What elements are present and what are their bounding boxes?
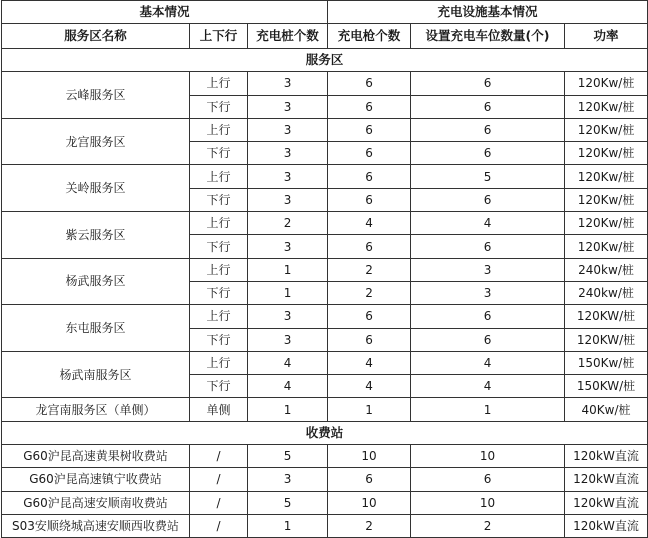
group-header-basic: 基本情况	[2, 1, 328, 24]
toll-station-name: G60沪昆高速镇宁收费站	[2, 468, 190, 491]
piles-cell: 3	[248, 328, 328, 351]
table-row	[2, 212, 648, 235]
guns-cell: 4	[328, 351, 411, 374]
toll-station-name: S03安顺绕城高速安顺西收费站	[2, 514, 190, 537]
guns-cell: 6	[328, 142, 411, 165]
spaces-cell: 10	[411, 445, 565, 468]
guns-cell: 10	[328, 445, 411, 468]
piles-cell: 3	[248, 188, 328, 211]
column-header-direction: 上下行	[190, 24, 248, 49]
direction-cell: 上行	[190, 305, 248, 328]
power-cell: 120kW直流	[565, 514, 648, 537]
power-cell: 120Kw/桩	[565, 118, 648, 141]
power-cell: 120Kw/桩	[565, 142, 648, 165]
direction-cell: 下行	[190, 375, 248, 398]
direction-cell: 上行	[190, 72, 248, 95]
spaces-cell: 5	[411, 165, 565, 188]
direction-cell: 下行	[190, 95, 248, 118]
piles-cell: 5	[248, 491, 328, 514]
guns-cell: 6	[328, 468, 411, 491]
power-cell: 150Kw/桩	[565, 351, 648, 374]
direction-cell: 下行	[190, 328, 248, 351]
column-header-spaces: 设置充电车位数量(个)	[411, 24, 565, 49]
guns-cell: 6	[328, 188, 411, 211]
service-area-name: 杨武服务区	[2, 258, 190, 305]
service-area-name: 杨武南服务区	[2, 351, 190, 398]
spaces-cell: 3	[411, 258, 565, 281]
guns-cell: 6	[328, 165, 411, 188]
piles-cell: 3	[248, 72, 328, 95]
table-row	[2, 305, 648, 328]
service-area-name: 龙宫服务区	[2, 118, 190, 165]
service-area-name: 龙宫南服务区（单侧）	[2, 398, 190, 421]
table-row	[2, 72, 648, 95]
power-cell: 150KW/桩	[565, 375, 648, 398]
direction-cell: 上行	[190, 212, 248, 235]
piles-cell: 1	[248, 258, 328, 281]
table-row	[2, 398, 648, 421]
direction-cell: /	[190, 514, 248, 537]
guns-cell: 6	[328, 72, 411, 95]
column-header-name: 服务区名称	[2, 24, 190, 49]
power-cell: 120Kw/桩	[565, 165, 648, 188]
column-header-guns: 充电枪个数	[328, 24, 411, 49]
guns-cell: 10	[328, 491, 411, 514]
power-cell: 120Kw/桩	[565, 95, 648, 118]
table-row	[2, 445, 648, 468]
guns-cell: 2	[328, 281, 411, 304]
power-cell: 120KW/桩	[565, 328, 648, 351]
guns-cell: 6	[328, 305, 411, 328]
spaces-cell: 6	[411, 235, 565, 258]
power-cell: 120Kw/桩	[565, 72, 648, 95]
section-header-toll-stations: 收费站	[2, 421, 648, 444]
piles-cell: 3	[248, 95, 328, 118]
toll-station-name: G60沪昆高速安顺南收费站	[2, 491, 190, 514]
power-cell: 240kw/桩	[565, 258, 648, 281]
direction-cell: /	[190, 491, 248, 514]
guns-cell: 2	[328, 514, 411, 537]
spaces-cell: 4	[411, 212, 565, 235]
service-area-name: 关岭服务区	[2, 165, 190, 212]
spaces-cell: 6	[411, 72, 565, 95]
piles-cell: 4	[248, 375, 328, 398]
spaces-cell: 3	[411, 281, 565, 304]
table-row	[2, 351, 648, 374]
power-cell: 120kW直流	[565, 445, 648, 468]
service-area-name: 东屯服务区	[2, 305, 190, 352]
section-row	[2, 421, 648, 444]
power-cell: 40Kw/桩	[565, 398, 648, 421]
power-cell: 120kW直流	[565, 468, 648, 491]
spaces-cell: 6	[411, 142, 565, 165]
piles-cell: 3	[248, 165, 328, 188]
spaces-cell: 10	[411, 491, 565, 514]
guns-cell: 4	[328, 375, 411, 398]
direction-cell: 单侧	[190, 398, 248, 421]
table-row	[2, 491, 648, 514]
table-row	[2, 514, 648, 537]
power-cell: 120Kw/桩	[565, 235, 648, 258]
guns-cell: 6	[328, 328, 411, 351]
guns-cell: 6	[328, 118, 411, 141]
spaces-cell: 4	[411, 351, 565, 374]
spaces-cell: 1	[411, 398, 565, 421]
piles-cell: 1	[248, 514, 328, 537]
direction-cell: 下行	[190, 188, 248, 211]
piles-cell: 5	[248, 445, 328, 468]
direction-cell: /	[190, 468, 248, 491]
piles-cell: 1	[248, 398, 328, 421]
table-body	[2, 49, 648, 538]
guns-cell: 1	[328, 398, 411, 421]
guns-cell: 6	[328, 95, 411, 118]
spaces-cell: 4	[411, 375, 565, 398]
toll-station-name: G60沪昆高速黄果树收费站	[2, 445, 190, 468]
column-header-piles: 充电桩个数	[248, 24, 328, 49]
direction-cell: 上行	[190, 118, 248, 141]
spaces-cell: 6	[411, 118, 565, 141]
section-header-service-areas: 服务区	[2, 49, 648, 72]
power-cell: 120Kw/桩	[565, 188, 648, 211]
piles-cell: 2	[248, 212, 328, 235]
guns-cell: 2	[328, 258, 411, 281]
table-row	[2, 258, 648, 281]
power-cell: 240kw/桩	[565, 281, 648, 304]
group-header-charging: 充电设施基本情况	[328, 1, 648, 24]
column-header-power: 功率	[565, 24, 648, 49]
piles-cell: 3	[248, 468, 328, 491]
service-area-name: 云峰服务区	[2, 72, 190, 119]
spaces-cell: 6	[411, 305, 565, 328]
piles-cell: 3	[248, 142, 328, 165]
piles-cell: 1	[248, 281, 328, 304]
direction-cell: 上行	[190, 165, 248, 188]
power-cell: 120KW/桩	[565, 305, 648, 328]
spaces-cell: 6	[411, 328, 565, 351]
direction-cell: 上行	[190, 258, 248, 281]
service-area-name: 紫云服务区	[2, 212, 190, 259]
guns-cell: 4	[328, 212, 411, 235]
piles-cell: 3	[248, 305, 328, 328]
direction-cell: /	[190, 445, 248, 468]
direction-cell: 上行	[190, 351, 248, 374]
power-cell: 120kW直流	[565, 491, 648, 514]
piles-cell: 3	[248, 235, 328, 258]
spaces-cell: 6	[411, 468, 565, 491]
power-cell: 120Kw/桩	[565, 212, 648, 235]
guns-cell: 6	[328, 235, 411, 258]
table-row	[2, 468, 648, 491]
direction-cell: 下行	[190, 281, 248, 304]
spaces-cell: 2	[411, 514, 565, 537]
direction-cell: 下行	[190, 142, 248, 165]
table-row	[2, 118, 648, 141]
spaces-cell: 6	[411, 188, 565, 211]
direction-cell: 下行	[190, 235, 248, 258]
piles-cell: 4	[248, 351, 328, 374]
spaces-cell: 6	[411, 95, 565, 118]
piles-cell: 3	[248, 118, 328, 141]
charging-facilities-table	[1, 0, 648, 538]
table-row	[2, 165, 648, 188]
